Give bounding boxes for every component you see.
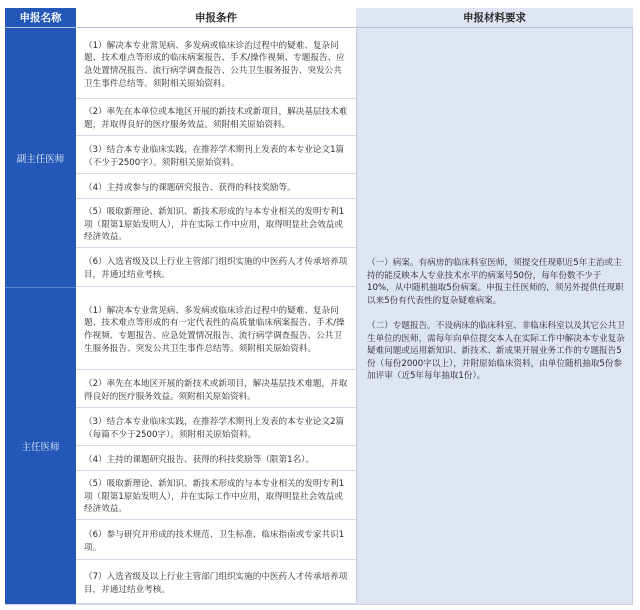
title-cell-chief-physician: 主任医师 [5, 287, 76, 604]
materials-cell [356, 28, 633, 604]
condition-text: （4）主持的课题研究报告、获得的科技奖励等（限第1名）。 [84, 454, 315, 465]
condition-row [76, 287, 356, 370]
condition-row [76, 136, 356, 174]
condition-text: （5）吸取新理论、新知识、新技术形成的与本专业相关的发明专利1项（限第1原始发明人），并在实际工作中应用，取得明显社会效益或经济效益。 [84, 207, 345, 243]
condition-row [76, 248, 356, 287]
condition-text: （6）入选省级及以上行业主管部门组织实施的中医药人才传承培养项目，并通过结业考核。 [84, 257, 348, 280]
condition-row [76, 560, 356, 604]
condition-row [76, 520, 356, 560]
condition-text: （6）参与研究并形成的技术规范、卫生标准、临床指南或专家共识1项。 [84, 529, 345, 553]
title-cell-deputy-chief-physician: 副主任医师 [5, 28, 76, 287]
qualification-table [5, 8, 633, 605]
condition-row [76, 370, 356, 408]
condition-row [76, 174, 356, 199]
condition-text: （1）解决本专业常见病、多发病或临床诊治过程中的疑难、复杂问题、技术难点等形成的临床病案报告、手术/操作视频、专题报告、应急处置情况报告、流行病学调查报告、公共卫生服务报告、突发公共卫生事件总结等。须附相关原始资料。 [84, 40, 345, 89]
materials-text [367, 257, 625, 396]
condition-text: （3）结合本专业临床实践，在推荐学术期刊上发表的本专业论文2篇（每篇不少于2500字）。须附相关原始资料。 [84, 416, 345, 440]
condition-row [76, 446, 356, 471]
material-case-records: （一）病案。有病房的临床科室医师，须提交任现职近5年主治或主持的能反映本人专业技术水平的病案号50份，每年份数不少于10%，从中随机抽取5份病案。申报主任医师的，须另外提供任现职以来5份有代表性的复杂疑难病案。 [367, 258, 624, 306]
condition-text: （2）率先在本地区开展的新技术或新项目，解决基层技术难题，并取得良好的医疗服务效益。须附相关原始资料。 [84, 378, 348, 402]
condition-text: （7）入选省级及以上行业主管部门组织实施的中医药人才传承培养项目，并通过结业考核。 [84, 571, 348, 595]
header-materials: 申报材料要求 [356, 8, 633, 28]
condition-text: （4）主持或参与的课题研究报告、获得的科技奖励等。 [84, 182, 296, 193]
header-name: 申报名称 [5, 8, 76, 28]
condition-text: （3）结合本专业临床实践，在推荐学术期刊上发表的本专业论文1篇（不少于2500字）。须附相关原始资料。 [84, 144, 345, 168]
condition-text: （1）解决本专业常见病、多发病或临床诊治过程中的疑难、复杂问题、技术难点等形成的有一定代表性的高质量临床病案报告、手术/操作视频、专题报告、应急处置情况报告、流行病学调查报告、公共卫生服务报告、突发公共卫生事件总结等。须附相关原始资料。 [84, 305, 345, 354]
condition-text: （5）吸取新理论、新知识、新技术形成的与本专业相关的发明专利1项（限第1原始发明人），并在实际工作中应用，取得明显社会效益或经济效益。 [84, 479, 345, 515]
material-topic-reports: （二）专题报告。不设病床的临床科室、非临床科室以及其它公共卫生单位的医师，需每年向单位提交本人在实际工作中解决本专业复杂疑难问题或运用新知识、新技术、新成果开展业务工作的专题报告5份（每份2000字以上），并附原始临床资料，由单位随机抽取5份参加评审（近5年每年抽取1份）。 [367, 320, 625, 382]
condition-row [76, 99, 356, 136]
condition-row [76, 408, 356, 446]
condition-row [76, 199, 356, 248]
condition-row [76, 28, 356, 99]
header-conditions: 申报条件 [76, 8, 356, 28]
condition-row [76, 471, 356, 520]
condition-text: （2）率先在本单位或本地区开展的新技术或新项目，解决基层技术难题，并取得良好的医疗服务效益。须附相关原始资料。 [84, 107, 348, 130]
